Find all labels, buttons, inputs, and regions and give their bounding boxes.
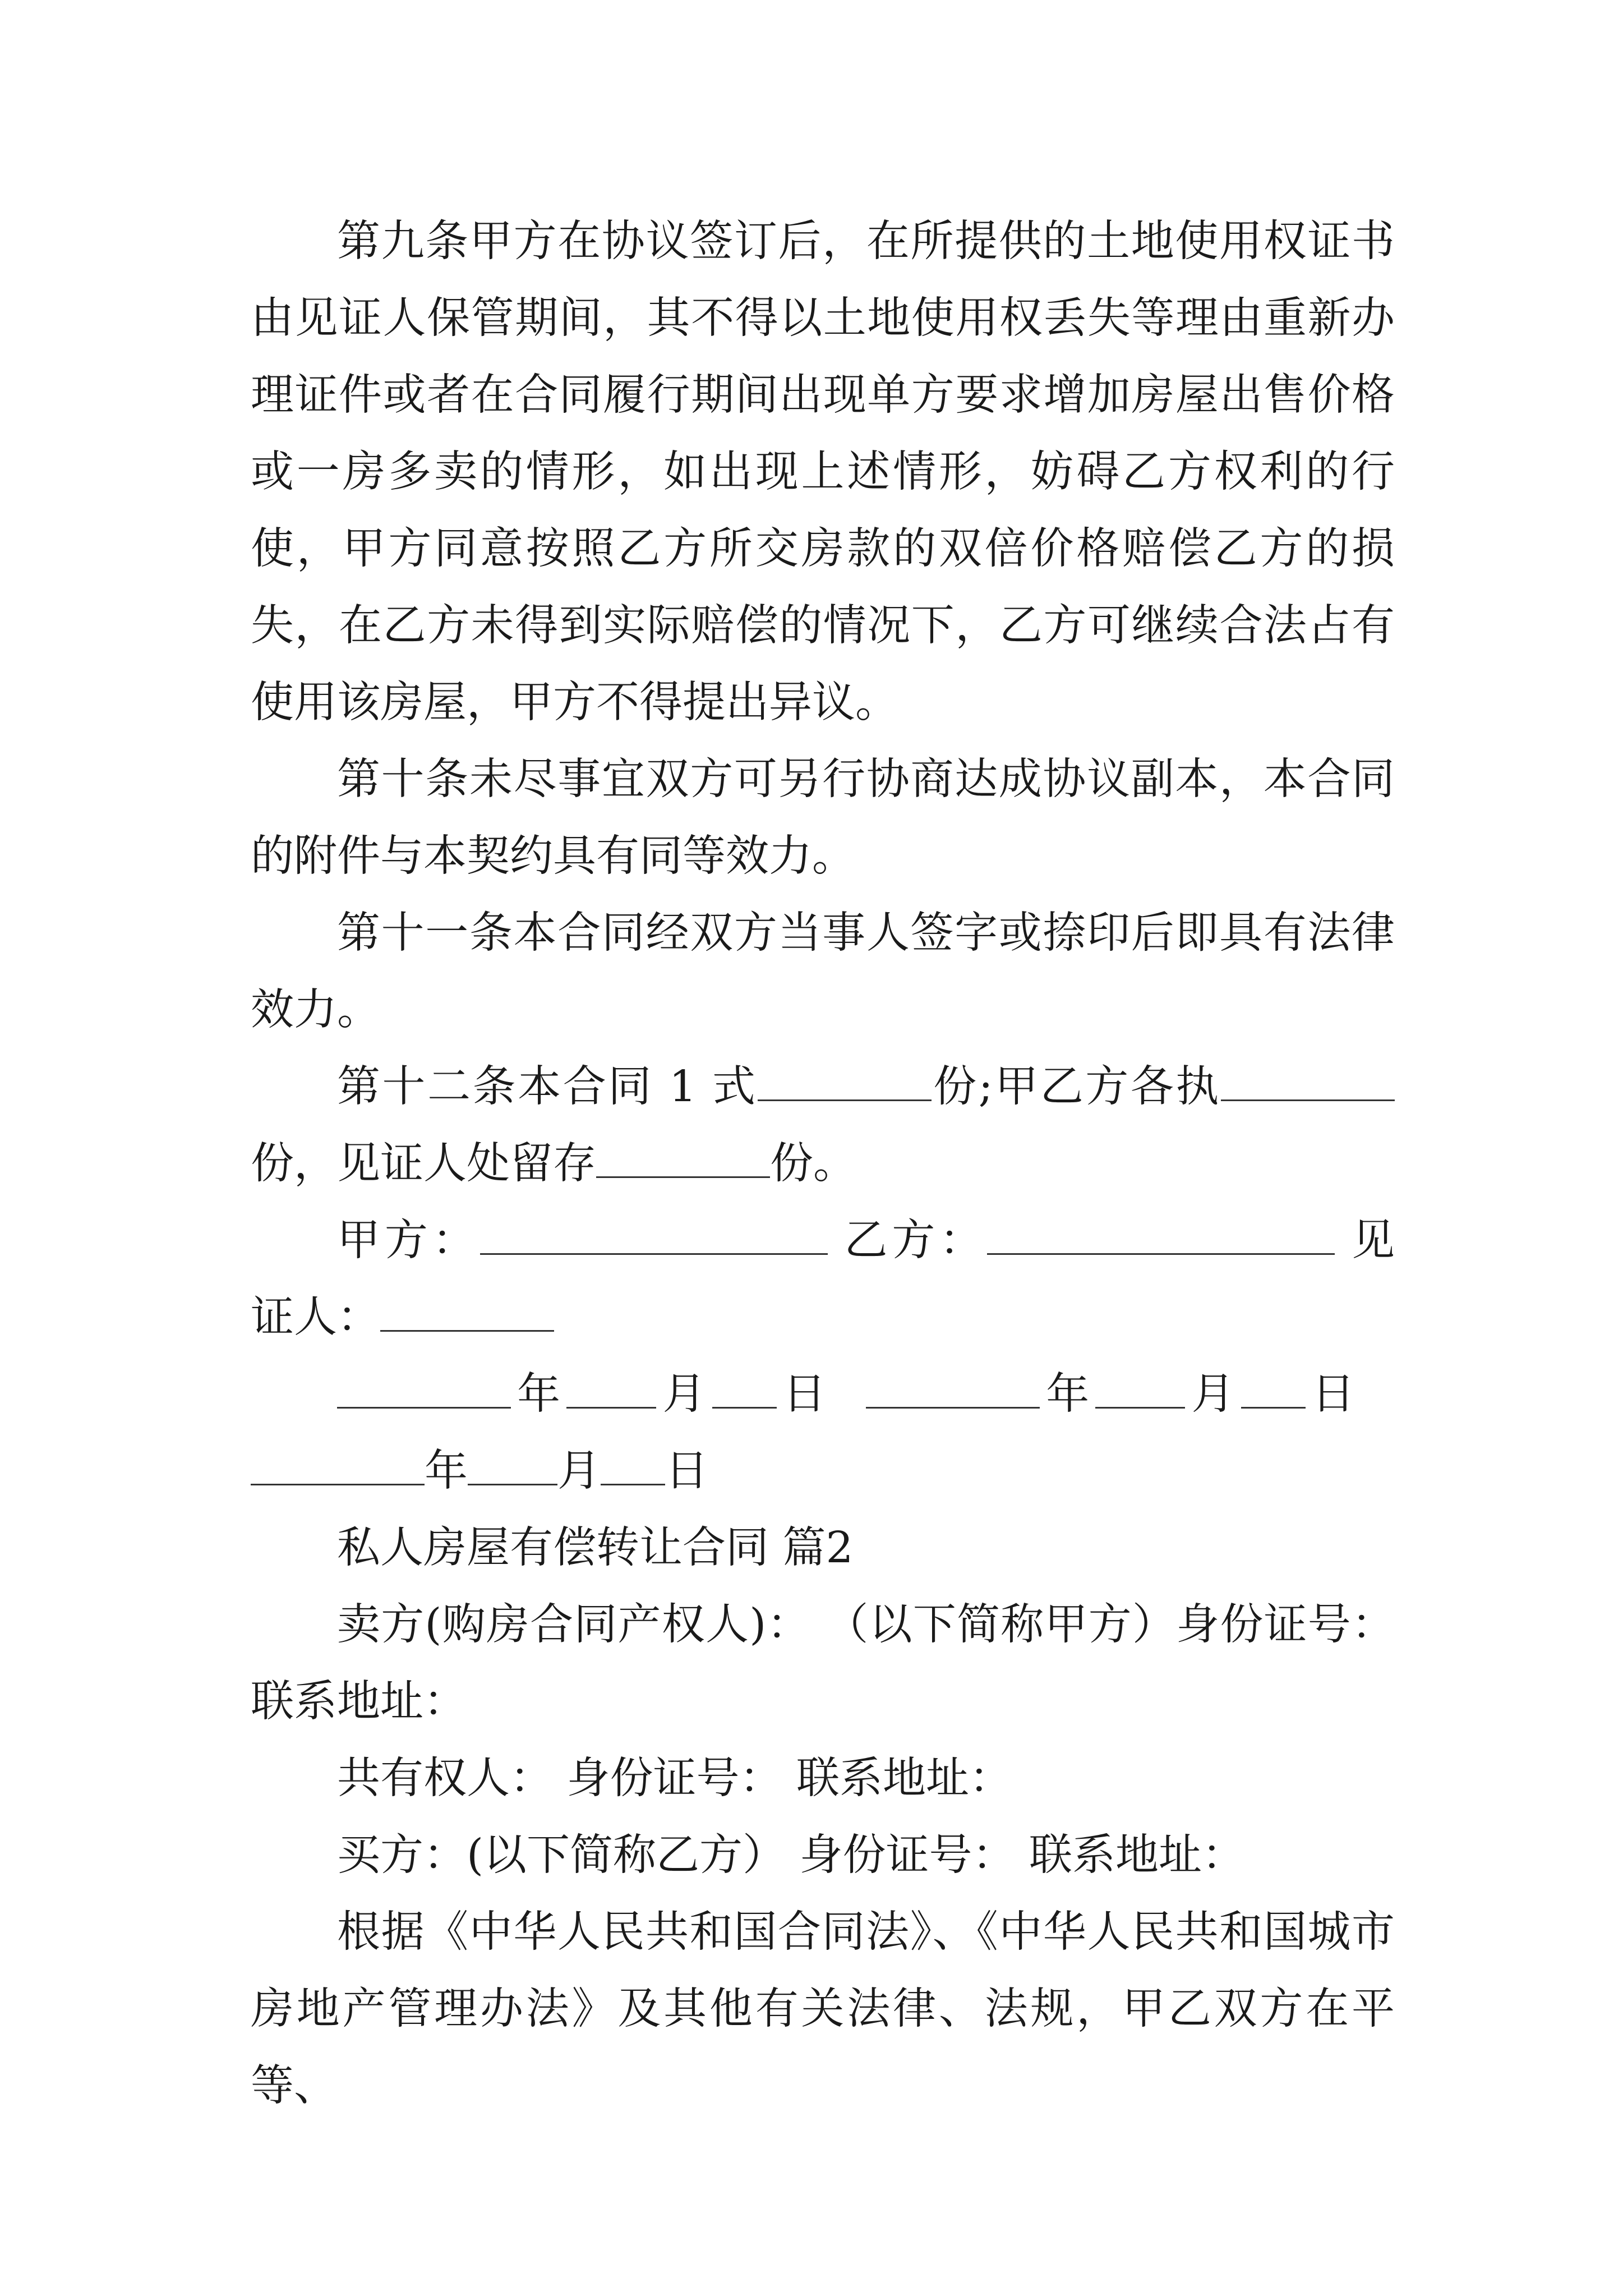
date-a-day-blank — [712, 1373, 777, 1409]
party-a-label: 甲方： — [337, 1216, 480, 1266]
document-body — [251, 203, 1395, 2124]
date-b-year-label: 年 — [1040, 1369, 1096, 1419]
party-a-signature-blank — [480, 1220, 828, 1255]
date-c-month-label: 月 — [557, 1446, 601, 1496]
party-b-signature-blank — [987, 1220, 1335, 1255]
date-b-year-blank — [866, 1373, 1040, 1409]
witness-label: 见证人： — [251, 1216, 1395, 1342]
date-b-month-blank — [1095, 1373, 1185, 1409]
article-9-paragraph: 第九条甲方在协议签订后，在所提供的土地使用权证书由见证人保管期间，其不得以土地使用权丢失等理由重新办理证件或者在合同履行期间出现单方要求增加房屋出售价格或一房多卖的情形，如出现上述情形，妨碍乙方权利的行使，甲方同意按照乙方所交房款的双倍价格赔偿乙方的损失，在乙方未得到实际赔偿的情况下，乙方可继续合法占有使用该房屋，甲方不得提出异议。 — [251, 217, 1395, 728]
copies-each-blank — [1221, 1066, 1395, 1101]
article-11-paragraph: 第十一条本合同经双方当事人签字或捺印后即具有法律效力。 — [251, 908, 1395, 1035]
date-a-month-label: 月 — [656, 1369, 712, 1419]
signature-paragraph — [251, 1202, 1395, 1356]
date-c-month-blank — [468, 1450, 557, 1485]
article-12-text-a: 第十二条本合同 1 式 — [337, 1062, 758, 1112]
date-a-day-label: 日 — [776, 1369, 833, 1419]
copies-witness-blank — [596, 1143, 770, 1178]
date-c-year-label: 年 — [425, 1446, 468, 1496]
date-paragraph — [251, 1356, 1395, 1510]
article-12-paragraph — [251, 1048, 1395, 1202]
date-a-year-label: 年 — [511, 1369, 567, 1419]
witness-signature-blank — [380, 1296, 554, 1332]
date-b-day-blank — [1241, 1373, 1306, 1409]
article-12-text-b: 份;甲乙方各执 — [931, 1062, 1221, 1112]
date-a-month-blank — [566, 1373, 656, 1409]
article-10-paragraph: 第十条未尽事宜双方可另行协商达成协议副本，本合同的附件与本契约具有同等效力。 — [251, 754, 1395, 881]
article-12-text-c: 份，见证人处留存 — [251, 1139, 596, 1189]
date-b-day-label: 日 — [1305, 1369, 1362, 1419]
date-a-year-blank — [337, 1373, 511, 1409]
date-c-day-blank — [601, 1450, 665, 1485]
date-b-month-label: 月 — [1185, 1369, 1241, 1419]
section-title: 私人房屋有偿转让合同 篇2 — [337, 1523, 854, 1573]
buyer-line: 买方：(以下简称乙方） 身份证号： 联系地址： — [337, 1830, 1245, 1880]
coowner-line: 共有权人： 身份证号： 联系地址： — [337, 1754, 1012, 1803]
seller-line: 卖方(购房合同产权人)： （以下简称甲方）身份证号：联系地址： — [251, 1600, 1395, 1727]
article-12-text-d: 份。 — [770, 1139, 856, 1189]
copies-total-blank — [758, 1066, 932, 1101]
date-c-day-label: 日 — [665, 1446, 708, 1496]
legal-basis-paragraph: 根据《中华人民共和国合同法》、《中华人民共和国城市房地产管理办法》及其他有关法律、法规，甲乙双方在平等、 — [251, 1907, 1395, 2111]
party-b-label: 乙方： — [840, 1216, 988, 1266]
date-c-year-blank — [251, 1450, 425, 1485]
